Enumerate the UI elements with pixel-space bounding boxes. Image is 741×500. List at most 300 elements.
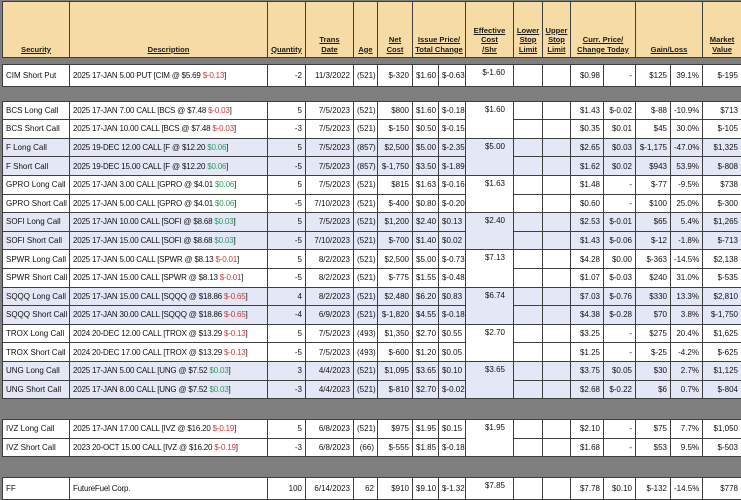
cell-net-cost: $-810 xyxy=(378,380,413,399)
cell-total-change: $-0.18 xyxy=(439,306,466,325)
row-ff xyxy=(3,478,741,500)
cell-upper-stop-limit xyxy=(543,157,571,176)
cell-gain: $-88 xyxy=(636,101,671,120)
cell-curr-price: $7.03 xyxy=(571,287,604,306)
cell-net-cost: $2,480 xyxy=(378,287,413,306)
cell-description: 2025 17-JAN 15.00 CALL [SQQQ @ $18.86 $-0.65] xyxy=(70,287,268,306)
row-spwr-short-call xyxy=(3,268,741,287)
cell-gain: $75 xyxy=(636,420,671,439)
cell-net-cost: $-400 xyxy=(378,194,413,213)
cell-quantity: -3 xyxy=(268,120,306,139)
cell-change-today: $0.03 xyxy=(604,138,636,157)
cell-issue-price: $1.40 xyxy=(413,231,439,250)
header-issue-price-total-change[interactable] xyxy=(413,2,466,58)
cell-lower-stop-limit xyxy=(514,250,543,269)
cell-lower-stop-limit xyxy=(514,478,543,500)
cell-market-value: $-1,750 xyxy=(703,306,741,325)
cell-lower-stop-limit xyxy=(514,420,543,439)
cell-lower-stop-limit xyxy=(514,120,543,139)
row-f-short-call xyxy=(3,157,741,176)
row-gpro-long-call xyxy=(3,175,741,194)
cell-change-today: - xyxy=(604,343,636,362)
cell-quantity: 5 xyxy=(268,250,306,269)
cell-change-today: - xyxy=(604,194,636,213)
cell-quantity: 5 xyxy=(268,138,306,157)
cell-issue-price: $9.10 xyxy=(413,478,439,500)
cell-effective-cost: $2.40 xyxy=(466,213,514,250)
header-description[interactable] xyxy=(70,2,268,58)
header-lower-stop-limit[interactable] xyxy=(514,2,543,58)
cell-total-change: $-0.48 xyxy=(439,268,466,287)
description-change: $-0.65 xyxy=(224,310,245,319)
cell-issue-price: $5.00 xyxy=(413,138,439,157)
cell-description: 2025 17-JAN 10.00 CALL [SOFI @ $8.68 $0.03] xyxy=(70,213,268,232)
row-bcs-long-call xyxy=(3,101,741,120)
cell-upper-stop-limit xyxy=(543,65,571,87)
cell-quantity: -5 xyxy=(268,268,306,287)
cell-lower-stop-limit xyxy=(514,65,543,87)
cell-description: 2025 17-JAN 10.00 CALL [BCS @ $7.48 $-0.03] xyxy=(70,120,268,139)
cell-quantity: 5 xyxy=(268,175,306,194)
cell-upper-stop-limit xyxy=(543,324,571,343)
cell-net-cost: $-1,820 xyxy=(378,306,413,325)
description-change: $-0.65 xyxy=(224,292,245,301)
cell-market-value: $1,325 xyxy=(703,138,741,157)
cell-gain-pct: 31.0% xyxy=(671,268,703,287)
cell-trans-date: 8/2/2023 xyxy=(306,287,354,306)
header-label-line: Total Change xyxy=(414,45,464,55)
header-label-line: Effective xyxy=(467,26,512,36)
cell-description: 2025 17-JAN 30.00 CALL [SQQQ @ $18.86 $-0.65] xyxy=(70,306,268,325)
cell-gain: $125 xyxy=(636,65,671,87)
cell-curr-price: $0.98 xyxy=(571,65,604,87)
header-net-cost[interactable] xyxy=(378,2,413,58)
cell-gain-pct: 53.9% xyxy=(671,157,703,176)
cell-lower-stop-limit xyxy=(514,438,543,457)
cell-curr-price: $1.48 xyxy=(571,175,604,194)
cell-issue-price: $1.60 xyxy=(413,101,439,120)
cell-security: SPWR Short Call xyxy=(3,268,70,287)
header-label-line: Cost xyxy=(379,45,411,55)
cell-net-cost: $2,500 xyxy=(378,138,413,157)
cell-net-cost: $815 xyxy=(378,175,413,194)
description-change: $0.03 xyxy=(209,366,228,375)
cell-security: GPRO Short Call xyxy=(3,194,70,213)
cell-trans-date: 6/8/2023 xyxy=(306,420,354,439)
cell-issue-price: $4.55 xyxy=(413,306,439,325)
header-table xyxy=(2,1,741,58)
cell-net-cost: $-600 xyxy=(378,343,413,362)
cell-age: (521) xyxy=(354,120,378,139)
cell-security: UNG Long Call xyxy=(3,361,70,380)
row-bcs-short-call xyxy=(3,120,741,139)
cell-market-value: $-625 xyxy=(703,343,741,362)
row-ivz-short-call xyxy=(3,438,741,457)
cell-gain-pct: -47.0% xyxy=(671,138,703,157)
header-market-value[interactable] xyxy=(703,2,741,58)
cell-total-change: $-0.63 xyxy=(439,65,466,87)
cell-change-today: $-0.02 xyxy=(604,101,636,120)
cell-change-today: $0.02 xyxy=(604,157,636,176)
description-change: $0.06 xyxy=(215,199,234,208)
cell-gain: $-132 xyxy=(636,478,671,500)
cell-age: (521) xyxy=(354,380,378,399)
row-ivz-long-call xyxy=(3,420,741,439)
cell-total-change: $-0.02 xyxy=(439,380,466,399)
cell-security: IVZ Long Call xyxy=(3,420,70,439)
cell-trans-date: 7/5/2023 xyxy=(306,213,354,232)
cell-age: (521) xyxy=(354,231,378,250)
description-change: $-0.13 xyxy=(224,329,245,338)
cell-gain-pct: 7.7% xyxy=(671,420,703,439)
cell-market-value: $-195 xyxy=(703,65,741,87)
description-change: $0.03 xyxy=(214,236,233,245)
header-trans-date[interactable] xyxy=(306,2,354,58)
cell-gain: $100 xyxy=(636,194,671,213)
cell-gain-pct: -14.5% xyxy=(671,478,703,500)
cell-curr-price: $0.60 xyxy=(571,194,604,213)
description-change: $0.06 xyxy=(207,162,226,171)
cell-quantity: -3 xyxy=(268,438,306,457)
description-change: $-0.13 xyxy=(224,348,245,357)
cell-age: (521) xyxy=(354,361,378,380)
cell-net-cost: $1,200 xyxy=(378,213,413,232)
cell-total-change: $-0.73 xyxy=(439,250,466,269)
cell-trans-date: 7/5/2023 xyxy=(306,138,354,157)
cell-trans-date: 7/5/2023 xyxy=(306,101,354,120)
header-age[interactable] xyxy=(354,2,378,58)
cell-age: (521) xyxy=(354,268,378,287)
header-security[interactable] xyxy=(3,2,70,58)
row-sqqq-short-call xyxy=(3,306,741,325)
cell-quantity: 5 xyxy=(268,324,306,343)
cell-gain: $-363 xyxy=(636,250,671,269)
cell-gain-pct: -10.9% xyxy=(671,101,703,120)
cell-security: SQQQ Long Call xyxy=(3,287,70,306)
cell-lower-stop-limit xyxy=(514,138,543,157)
cell-gain-pct: 0.7% xyxy=(671,380,703,399)
cell-market-value: $1,265 xyxy=(703,213,741,232)
cell-change-today: $-0.01 xyxy=(604,213,636,232)
description-change: $-0.19 xyxy=(214,443,235,452)
cell-quantity: 4 xyxy=(268,287,306,306)
cell-effective-cost: $5.00 xyxy=(466,138,514,175)
cell-gain-pct: -14.5% xyxy=(671,250,703,269)
header-label-line: Age xyxy=(355,45,376,55)
cell-market-value: $1,625 xyxy=(703,324,741,343)
cell-lower-stop-limit xyxy=(514,287,543,306)
cell-description: 2024 20-DEC 17.00 CALL [TROX @ $13.29 $-0.13] xyxy=(70,343,268,362)
cell-age: (493) xyxy=(354,343,378,362)
cell-age: (521) xyxy=(354,420,378,439)
cell-lower-stop-limit xyxy=(514,231,543,250)
cell-description: 2025 17-JAN 17.00 CALL [IVZ @ $16.20 $-0.19] xyxy=(70,420,268,439)
cell-curr-price: $2.10 xyxy=(571,420,604,439)
cell-market-value: $1,125 xyxy=(703,361,741,380)
cell-security: FF xyxy=(3,478,70,500)
cell-curr-price: $4.28 xyxy=(571,250,604,269)
cell-description: 2025 17-JAN 3.00 CALL [GPRO @ $4.01 $0.06] xyxy=(70,175,268,194)
cell-market-value: $-804 xyxy=(703,380,741,399)
cell-total-change: $-1.32 xyxy=(439,478,466,500)
header-label-line: Stop xyxy=(515,35,541,45)
cell-description: 2025 17-JAN 7.00 CALL [BCS @ $7.48 $-0.03] xyxy=(70,101,268,120)
header-label-line: Stop xyxy=(544,35,569,45)
cell-market-value: $-503 xyxy=(703,438,741,457)
cell-total-change: $-2.35 xyxy=(439,138,466,157)
header-effective-cost-shr[interactable] xyxy=(466,2,514,58)
cell-effective-cost: $6.74 xyxy=(466,287,514,324)
cell-curr-price: $1.25 xyxy=(571,343,604,362)
cell-gain: $30 xyxy=(636,361,671,380)
cell-gain-pct: 30.0% xyxy=(671,120,703,139)
section-main xyxy=(2,101,741,400)
cell-quantity: -4 xyxy=(268,306,306,325)
cell-issue-price: $0.80 xyxy=(413,194,439,213)
header-quantity[interactable] xyxy=(268,2,306,58)
cell-change-today: $0.00 xyxy=(604,250,636,269)
header-label-line: Net xyxy=(379,35,411,45)
cell-description: 2025 17-JAN 5.00 CALL [GPRO @ $4.01 $0.06] xyxy=(70,194,268,213)
cell-security: SQQQ Short Call xyxy=(3,306,70,325)
cell-description: 2025 17-JAN 5.00 CALL [SPWR @ $8.13 $-0.01] xyxy=(70,250,268,269)
cell-curr-price: $2.68 xyxy=(571,380,604,399)
cell-security: CIM Short Put xyxy=(3,65,70,87)
row-ung-long-call xyxy=(3,361,741,380)
header-curr-price-change-today[interactable] xyxy=(571,2,636,58)
cell-curr-price: $7.78 xyxy=(571,478,604,500)
cell-effective-cost: $1.60 xyxy=(466,101,514,138)
cell-curr-price: $2.65 xyxy=(571,138,604,157)
header-label-line: Lower xyxy=(515,26,541,36)
cell-quantity: -3 xyxy=(268,380,306,399)
cell-effective-cost: $2.70 xyxy=(466,324,514,361)
cell-change-today: $-0.22 xyxy=(604,380,636,399)
cell-total-change: $0.55 xyxy=(439,324,466,343)
header-label-line: Curr. Price/ xyxy=(572,35,634,45)
header-label-line: Gain/Loss xyxy=(637,45,701,55)
cell-lower-stop-limit xyxy=(514,324,543,343)
cell-curr-price: $1.43 xyxy=(571,231,604,250)
cell-upper-stop-limit xyxy=(543,231,571,250)
cell-change-today: - xyxy=(604,65,636,87)
cell-market-value: $-713 xyxy=(703,231,741,250)
row-cim-short-put xyxy=(3,65,741,87)
cell-curr-price: $3.25 xyxy=(571,324,604,343)
header-label-line: Cost xyxy=(467,35,512,45)
cell-upper-stop-limit xyxy=(543,138,571,157)
cell-issue-price: $1.60 xyxy=(413,65,439,87)
header-upper-stop-limit[interactable] xyxy=(543,2,571,58)
cell-trans-date: 7/5/2023 xyxy=(306,175,354,194)
cell-total-change: $-0.18 xyxy=(439,101,466,120)
cell-total-change: $0.05 xyxy=(439,343,466,362)
cell-gain-pct: 25.0% xyxy=(671,194,703,213)
cell-change-today: - xyxy=(604,175,636,194)
row-sqqq-long-call xyxy=(3,287,741,306)
cell-change-today: $-0.28 xyxy=(604,306,636,325)
cell-age: (521) xyxy=(354,250,378,269)
cell-total-change: $-1.89 xyxy=(439,157,466,176)
description-change: $-0.01 xyxy=(215,255,236,264)
cell-quantity: -5 xyxy=(268,231,306,250)
header-label-line: Limit xyxy=(515,45,541,55)
cell-trans-date: 6/14/2023 xyxy=(306,478,354,500)
row-sofi-short-call xyxy=(3,231,741,250)
cell-quantity: -5 xyxy=(268,194,306,213)
cell-total-change: $0.15 xyxy=(439,420,466,439)
cell-lower-stop-limit xyxy=(514,101,543,120)
cell-upper-stop-limit xyxy=(543,287,571,306)
cell-security: IVZ Short Call xyxy=(3,438,70,457)
header-label-line: /Shr xyxy=(467,45,512,55)
cell-gain-pct: 39.1% xyxy=(671,65,703,87)
header-gain-loss[interactable] xyxy=(636,2,703,58)
cell-trans-date: 6/8/2023 xyxy=(306,438,354,457)
cell-upper-stop-limit xyxy=(543,268,571,287)
cell-issue-price: $1.20 xyxy=(413,343,439,362)
cell-curr-price: $2.53 xyxy=(571,213,604,232)
cell-gain-pct: -9.5% xyxy=(671,175,703,194)
cell-upper-stop-limit xyxy=(543,420,571,439)
cell-security: SOFI Short Call xyxy=(3,231,70,250)
cell-age: (493) xyxy=(354,324,378,343)
cell-lower-stop-limit xyxy=(514,175,543,194)
cell-lower-stop-limit xyxy=(514,343,543,362)
cell-quantity: 5 xyxy=(268,101,306,120)
cell-curr-price: $1.62 xyxy=(571,157,604,176)
cell-gain-pct: 20.4% xyxy=(671,324,703,343)
cell-gain-pct: -4.2% xyxy=(671,343,703,362)
cell-net-cost: $-700 xyxy=(378,231,413,250)
cell-description: 2025 17-JAN 15.00 CALL [SOFI @ $8.68 $0.03] xyxy=(70,231,268,250)
cell-issue-price: $1.85 xyxy=(413,438,439,457)
cell-age: (521) xyxy=(354,306,378,325)
cell-net-cost: $800 xyxy=(378,101,413,120)
cell-change-today: - xyxy=(604,324,636,343)
cell-net-cost: $1,095 xyxy=(378,361,413,380)
cell-total-change: $0.10 xyxy=(439,361,466,380)
cell-age: (66) xyxy=(354,438,378,457)
cell-description: 2024 20-DEC 12.00 CALL [TROX @ $13.29 $-0.13] xyxy=(70,324,268,343)
cell-curr-price: $1.07 xyxy=(571,268,604,287)
header-row xyxy=(3,2,741,58)
cell-net-cost: $910 xyxy=(378,478,413,500)
cell-quantity: 5 xyxy=(268,213,306,232)
cell-lower-stop-limit xyxy=(514,194,543,213)
cell-description: 2025 19-DEC 12.00 CALL [F @ $12.20 $0.06] xyxy=(70,138,268,157)
cell-effective-cost: $1.95 xyxy=(466,420,514,457)
description-change: $0.06 xyxy=(215,180,234,189)
cell-security: GPRO Long Call xyxy=(3,175,70,194)
row-trox-long-call xyxy=(3,324,741,343)
cell-gain: $53 xyxy=(636,438,671,457)
cell-upper-stop-limit xyxy=(543,380,571,399)
cell-security: TROX Long Call xyxy=(3,324,70,343)
cell-trans-date: 7/5/2023 xyxy=(306,120,354,139)
cell-effective-cost: $3.65 xyxy=(466,361,514,398)
cell-upper-stop-limit xyxy=(543,306,571,325)
cell-lower-stop-limit xyxy=(514,213,543,232)
cell-description: 2023 20-OCT 15.00 CALL [IVZ @ $16.20 $-0.19] xyxy=(70,438,268,457)
cell-quantity: -2 xyxy=(268,65,306,87)
cell-upper-stop-limit xyxy=(543,438,571,457)
cell-quantity: -5 xyxy=(268,157,306,176)
cell-age: (521) xyxy=(354,175,378,194)
cell-gain: $6 xyxy=(636,380,671,399)
cell-change-today: $-0.06 xyxy=(604,231,636,250)
cell-market-value: $778 xyxy=(703,478,741,500)
cell-issue-price: $1.63 xyxy=(413,175,439,194)
cell-security: F Long Call xyxy=(3,138,70,157)
row-spwr-long-call xyxy=(3,250,741,269)
cell-trans-date: 7/5/2023 xyxy=(306,324,354,343)
cell-gain: $-1,175 xyxy=(636,138,671,157)
cell-quantity: 100 xyxy=(268,478,306,500)
cell-effective-cost: $-1.60 xyxy=(466,65,514,87)
cell-quantity: 3 xyxy=(268,361,306,380)
row-trox-short-call xyxy=(3,343,741,362)
cell-upper-stop-limit xyxy=(543,250,571,269)
cell-upper-stop-limit xyxy=(543,478,571,500)
cell-market-value: $-300 xyxy=(703,194,741,213)
cell-net-cost: $1,350 xyxy=(378,324,413,343)
cell-curr-price: $3.75 xyxy=(571,361,604,380)
section-ff xyxy=(2,477,741,500)
cell-effective-cost: $7.13 xyxy=(466,250,514,287)
cell-net-cost: $-150 xyxy=(378,120,413,139)
cell-trans-date: 8/2/2023 xyxy=(306,250,354,269)
header-label-line: Issue Price/ xyxy=(414,35,464,45)
cell-age: (521) xyxy=(354,194,378,213)
cell-market-value: $-808 xyxy=(703,157,741,176)
cell-issue-price: $3.65 xyxy=(413,361,439,380)
cell-net-cost: $975 xyxy=(378,420,413,439)
cell-gain: $70 xyxy=(636,306,671,325)
cell-gain: $45 xyxy=(636,120,671,139)
cell-net-cost: $-775 xyxy=(378,268,413,287)
cell-security: UNG Short Call xyxy=(3,380,70,399)
cell-total-change: $0.02 xyxy=(439,231,466,250)
cell-description: 2025 19-DEC 15.00 CALL [F @ $12.20 $0.06] xyxy=(70,157,268,176)
cell-trans-date: 8/2/2023 xyxy=(306,268,354,287)
header-label-line: Date xyxy=(307,45,352,55)
cell-lower-stop-limit xyxy=(514,380,543,399)
cell-age: 62 xyxy=(354,478,378,500)
cell-issue-price: $1.55 xyxy=(413,268,439,287)
cell-trans-date: 7/10/2023 xyxy=(306,194,354,213)
cell-issue-price: $2.70 xyxy=(413,324,439,343)
header-label-line: Value xyxy=(704,45,740,55)
cell-issue-price: $3.50 xyxy=(413,157,439,176)
cell-security: SPWR Long Call xyxy=(3,250,70,269)
cell-effective-cost: $7.85 xyxy=(466,478,514,500)
cell-market-value: $-105 xyxy=(703,120,741,139)
header-label-line: Description xyxy=(71,45,266,55)
cell-age: (521) xyxy=(354,101,378,120)
cell-lower-stop-limit xyxy=(514,306,543,325)
section-cim xyxy=(2,64,741,87)
cell-change-today: $-0.03 xyxy=(604,268,636,287)
cell-trans-date: 4/4/2023 xyxy=(306,380,354,399)
cell-net-cost: $-320 xyxy=(378,65,413,87)
cell-issue-price: $2.70 xyxy=(413,380,439,399)
cell-lower-stop-limit xyxy=(514,268,543,287)
cell-security: TROX Short Call xyxy=(3,343,70,362)
cell-net-cost: $-555 xyxy=(378,438,413,457)
cell-total-change: $-0.18 xyxy=(439,438,466,457)
cell-gain-pct: -1.8% xyxy=(671,231,703,250)
